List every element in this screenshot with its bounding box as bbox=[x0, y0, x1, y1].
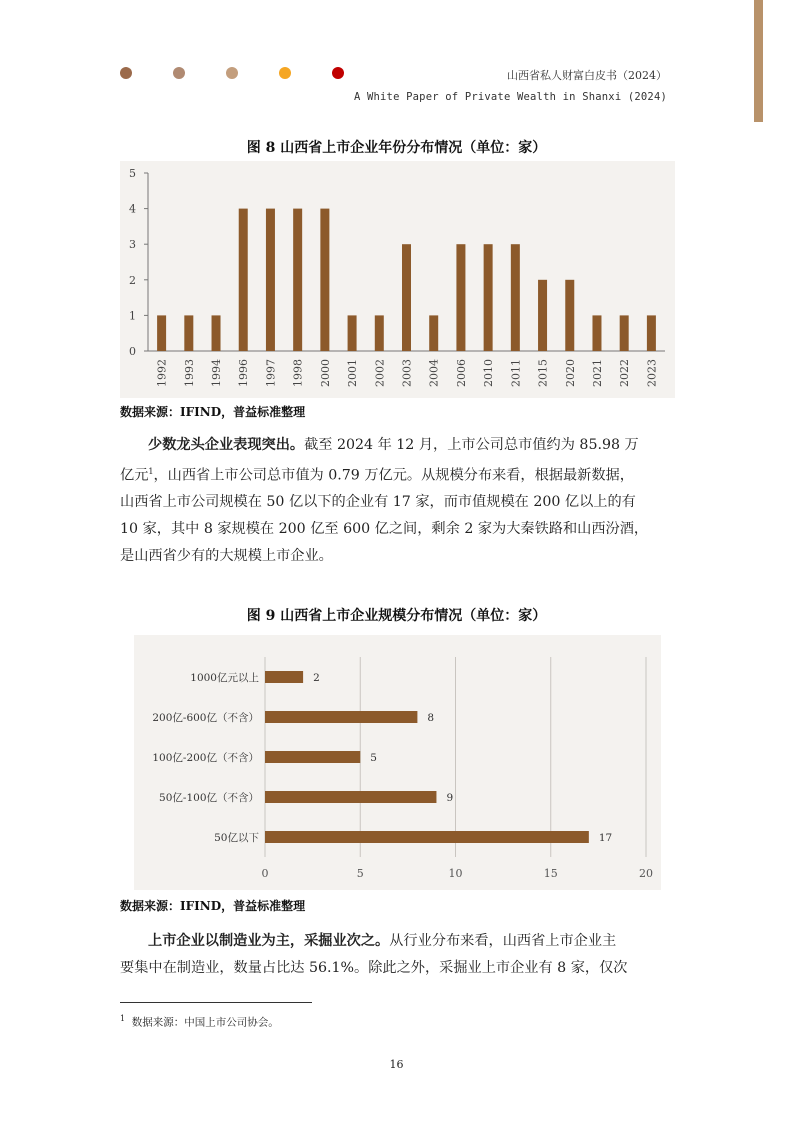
bar bbox=[565, 280, 574, 351]
x-tick-label: 2011 bbox=[509, 359, 523, 387]
footnote bbox=[120, 1014, 279, 1030]
x-tick-label: 1994 bbox=[210, 359, 224, 387]
bar bbox=[402, 244, 411, 351]
bar bbox=[511, 244, 520, 351]
bar bbox=[592, 315, 601, 351]
x-tick-label: 2015 bbox=[536, 359, 550, 387]
header-dots bbox=[120, 67, 344, 79]
scale-distribution-chart bbox=[134, 635, 661, 890]
header-dot bbox=[120, 67, 132, 79]
x-tick-label: 10 bbox=[448, 867, 463, 880]
header-dot bbox=[226, 67, 238, 79]
footnote-divider bbox=[120, 1002, 312, 1003]
header-dot bbox=[332, 67, 344, 79]
y-category-label: 100亿-200亿（不含） bbox=[152, 752, 259, 764]
bar bbox=[265, 711, 417, 723]
x-tick-label: 1996 bbox=[237, 359, 251, 387]
footnote-mark: 1 bbox=[120, 1014, 126, 1023]
bar bbox=[456, 244, 465, 351]
side-accent-bar bbox=[754, 0, 763, 122]
data-label: 9 bbox=[446, 792, 454, 804]
bar bbox=[184, 315, 193, 351]
bar bbox=[484, 244, 493, 351]
x-tick-label: 1997 bbox=[264, 359, 278, 387]
paragraph-line: 10 家，其中 8 家规模在 200 亿至 600 亿之间，剩余 2 家为大秦铁路和山西汾酒， bbox=[120, 520, 649, 537]
x-tick-label: 2000 bbox=[318, 359, 332, 387]
paragraph-2 bbox=[120, 928, 673, 981]
x-tick-label: 2020 bbox=[563, 359, 577, 387]
paragraph-line bbox=[120, 459, 673, 489]
bar bbox=[620, 315, 629, 351]
paragraph-text: ，山西省上市公司总市值为 0.79 万亿元。从规模分布来看，根据最新数据， bbox=[153, 467, 634, 484]
bar bbox=[429, 315, 438, 351]
paragraph-lead: 少数龙头企业表现突出。 bbox=[148, 437, 305, 453]
paragraph-1 bbox=[120, 432, 673, 569]
paragraph-lead: 上市企业以制造业为主，采掘业次之。 bbox=[148, 933, 390, 949]
footnote-ref[interactable]: 1 bbox=[148, 466, 154, 476]
y-tick-label: 4 bbox=[129, 202, 136, 216]
bar bbox=[293, 209, 302, 351]
paragraph-text: 截至 2024 年 12 月，上市公司总市值约为 85.98 万 bbox=[304, 437, 639, 453]
bar bbox=[157, 315, 166, 351]
x-tick-label: 2006 bbox=[454, 359, 468, 387]
bar bbox=[538, 280, 547, 351]
x-tick-label: 2002 bbox=[373, 359, 387, 387]
x-tick-label: 2023 bbox=[645, 359, 659, 387]
paragraph-text: 从行业分布来看，山西省上市企业主 bbox=[389, 933, 617, 949]
bar bbox=[266, 209, 275, 351]
y-category-label: 50亿以下 bbox=[214, 832, 259, 844]
figure-9-source: 数据来源：IFIND，普益标准整理 bbox=[120, 899, 306, 913]
figure-9-title: 图 9 山西省上市企业规模分布情况（单位：家） bbox=[246, 608, 547, 624]
y-tick-label: 2 bbox=[129, 273, 136, 287]
x-tick-label: 20 bbox=[639, 867, 653, 880]
x-tick-label: 2001 bbox=[346, 359, 360, 387]
paragraph-text: 亿元 bbox=[120, 467, 149, 484]
y-tick-label: 3 bbox=[129, 238, 136, 252]
footnote-text: 数据来源：中国上市公司协会。 bbox=[131, 1016, 279, 1029]
paragraph-line: 是山西省少有的大规模上市企业。 bbox=[120, 547, 333, 564]
paragraph-line: 要集中在制造业，数量占比达 56.1%。除此之外，采掘业上市企业有 8 家，仅次 bbox=[120, 959, 628, 976]
x-tick-label: 2004 bbox=[427, 359, 441, 387]
bar bbox=[265, 791, 436, 803]
x-tick-label: 2022 bbox=[618, 359, 632, 387]
header-title-cn: 山西省私人财富白皮书（2024） bbox=[507, 69, 667, 82]
bar bbox=[239, 209, 248, 351]
bar bbox=[265, 671, 303, 683]
y-category-label: 50亿-100亿（不含） bbox=[159, 792, 259, 804]
paragraph-line bbox=[120, 928, 673, 955]
bar bbox=[647, 315, 656, 351]
x-tick-label: 0 bbox=[261, 867, 269, 880]
bar bbox=[265, 751, 360, 763]
x-tick-label: 1998 bbox=[291, 359, 305, 387]
x-tick-label: 2021 bbox=[590, 359, 604, 387]
x-tick-label: 15 bbox=[543, 867, 558, 880]
data-label: 5 bbox=[370, 752, 377, 764]
paragraph-line bbox=[120, 432, 673, 459]
data-label: 2 bbox=[313, 672, 320, 684]
y-tick-label: 5 bbox=[129, 167, 136, 180]
bar bbox=[375, 315, 384, 351]
figure-8-title: 图 8 山西省上市企业年份分布情况（单位：家） bbox=[246, 140, 547, 156]
data-label: 8 bbox=[427, 712, 435, 724]
header-dot bbox=[279, 67, 291, 79]
y-tick-label: 0 bbox=[129, 345, 136, 358]
x-tick-label: 1993 bbox=[182, 359, 196, 387]
page-number: 16 bbox=[389, 1058, 404, 1071]
paragraph-line: 山西省上市公司规模在 50 亿以下的企业有 17 家，而市值规模在 200 亿以上的有 bbox=[120, 494, 636, 511]
bar bbox=[212, 315, 221, 351]
bar bbox=[320, 209, 329, 351]
bar bbox=[348, 315, 357, 351]
x-tick-label: 5 bbox=[356, 867, 364, 880]
y-tick-label: 1 bbox=[129, 309, 136, 323]
header-dot bbox=[173, 67, 185, 79]
y-category-label: 200亿-600亿（不含） bbox=[152, 712, 259, 724]
y-category-label: 1000亿元以上 bbox=[190, 672, 259, 684]
bar bbox=[265, 831, 589, 843]
x-tick-label: 2010 bbox=[482, 359, 496, 387]
figure-8-source: 数据来源：IFIND，普益标准整理 bbox=[120, 405, 306, 419]
x-tick-label: 1992 bbox=[155, 359, 169, 387]
header-title-en: A White Paper of Private Wealth in Shanxi (2024) bbox=[353, 91, 667, 103]
year-distribution-chart bbox=[120, 161, 675, 398]
data-label: 17 bbox=[598, 832, 613, 844]
x-tick-label: 2003 bbox=[400, 359, 414, 387]
